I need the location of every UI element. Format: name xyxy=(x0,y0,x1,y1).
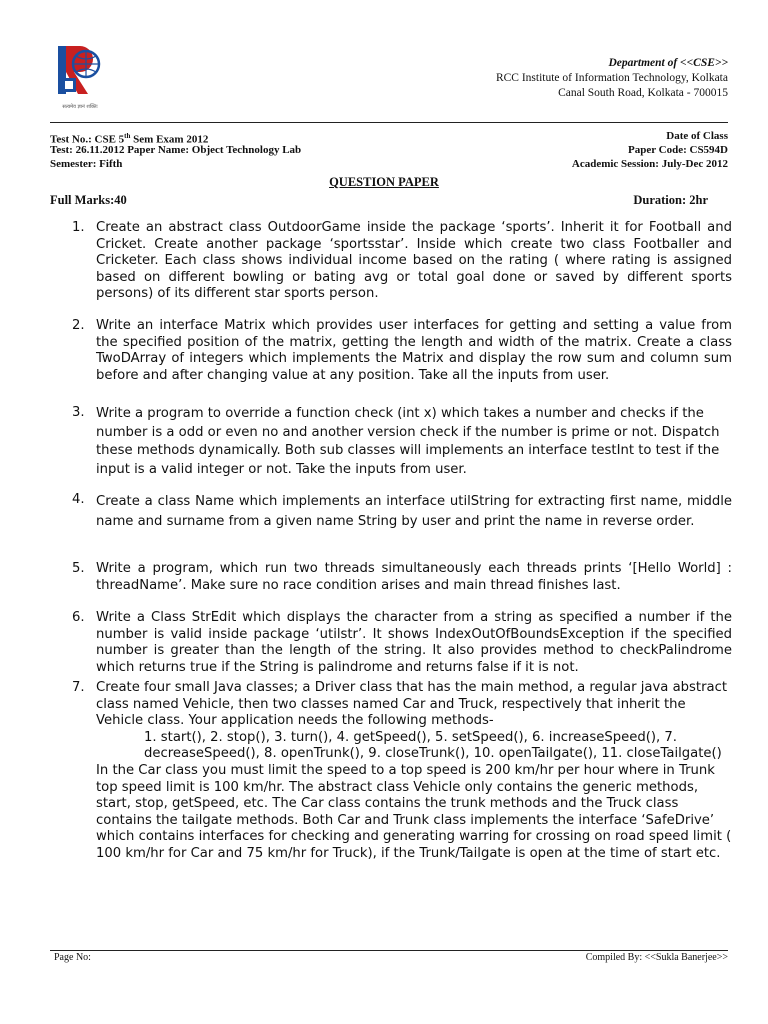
marks-row xyxy=(50,192,728,208)
question-text: Write a Class StrEdit which displays the character from a string as specified a number if the number is valid inside package ‘utilstr’. It shows IndexOutOfBoundsException if the specified number is greater than the length of the string. It also provides method to checkPalindrome which returns true if the String is palindrome and returns false if it is not. xyxy=(96,610,732,675)
semester: Semester: Fifth xyxy=(50,158,123,170)
date-of-class: Date of Class xyxy=(666,130,728,142)
exam-info-row-2 xyxy=(50,143,728,157)
page-number-label: Page No: xyxy=(54,952,91,963)
logo-caption: सत्यमेव ज्ञानं शक्तिः xyxy=(62,104,98,110)
page-title: QUESTION PAPER xyxy=(329,175,439,189)
exam-info-row-3 xyxy=(50,157,728,171)
institute-address: Canal South Road, Kolkata - 700015 xyxy=(558,87,728,99)
question-item xyxy=(72,318,732,384)
academic-session: Academic Session: July-Dec 2012 xyxy=(571,158,728,170)
question-body xyxy=(96,680,732,863)
question-list xyxy=(72,220,732,900)
institute-name: RCC Institute of Information Technology, Kolkata xyxy=(495,72,728,84)
question-text: Write a program, which run two threads simultaneously each threads prints ‘[Hello World] : threadName’. Make sure no race condition arises and main thread finishes last. xyxy=(96,561,732,593)
question-number: 5. xyxy=(72,561,85,576)
header-rule xyxy=(50,122,728,123)
question-continuation: In the Car class you must limit the speed to a top speed is 200 km/hr per hour where in Trunk top speed limit is 100 km/hr. The abstract class Vehicle only contains the generic methods, start, stop, getSpeed, etc. The Car class contains the trunk methods and the Truck class contains the tailgate methods. Both Car and Trunk class implements the interface ‘SafeDrive’ which contains interfaces for checking and generating warring for crossing on road speed limit ( 100 km/hr for Car and 75 km/hr for Truck), if the Trunk/Tailgate is open at the time of start etc. xyxy=(96,762,732,861)
question-text: Create an abstract class OutdoorGame inside the package ‘sports’. Inherit it for Football and Cricket. Create another package ‘sportsstar’. Inside which create two class Footballer and Cricketer. Each class shows individual income based on the rating ( where rating is assigned based on different bowling or bating avg or total goal done or saved by different sports persons) of its different star sports person. xyxy=(96,220,732,302)
test-number: Test No.: CSE 5th Sem Exam 2012 xyxy=(50,132,209,146)
question-number: 6. xyxy=(72,610,85,625)
question-item xyxy=(72,405,732,479)
question-item xyxy=(72,610,732,676)
question-number: 1. xyxy=(72,220,85,235)
footer-rule xyxy=(50,950,728,951)
test-paper-name: Test: 26.11.2012 Paper Name: Object Technology Lab xyxy=(50,144,302,156)
institute-logo xyxy=(54,42,106,112)
question-text: Create a class Name which implements an interface utilString for extracting first name, middle name and surname from a given name String by user and print the name in reverse order. xyxy=(96,494,732,529)
paper-code: Paper Code: CS594D xyxy=(627,144,728,156)
duration: Duration: 2hr xyxy=(633,193,708,207)
compiled-by: Compiled By: <<Sukla Banerjee>> xyxy=(585,952,728,963)
question-item xyxy=(72,680,732,863)
question-item xyxy=(72,220,732,303)
department-name: Department of <<CSE>> xyxy=(608,57,728,69)
question-number: 7. xyxy=(72,680,85,695)
question-text: Write an interface Matrix which provides user interfaces for getting and setting a value from the specified position of the matrix, getting the length and width of the matrix. Create a class TwoDArray of integers which implements the Matrix and display the row sum and column sum before and after changing value at any position. Take all the inputs from user. xyxy=(96,318,732,383)
question-number: 2. xyxy=(72,318,85,333)
question-item xyxy=(72,492,732,531)
question-number: 4. xyxy=(72,492,85,507)
question-text: Write a program to override a function check (int x) which takes a number and checks if the number is a odd or even no and another version check if the number is prime or not. Dispatch these methods dynamically. Both sub classes will implements an interface testInt to test if the input is a valid integer or not. Take the inputs from user. xyxy=(96,406,720,477)
question-number: 3. xyxy=(72,405,85,420)
method-list: 1. start(), 2. stop(), 3. turn(), 4. getSpeed(), 5. setSpeed(), 6. increaseSpeed(), 7. decreaseSpeed(), 8. openTrunk(), 9. closeTrunk(), 10. openTailgate(), 11. closeTailgate() xyxy=(144,729,722,762)
question-text: Create four small Java classes; a Driver class that has the main method, a regular java abstract class named Vehicle, then two classes named Car and Truck, respectively that inherit the Vehicle class. Your application needs the following methods- xyxy=(96,680,727,729)
question-item xyxy=(72,561,732,594)
full-marks: Full Marks:40 xyxy=(50,193,127,207)
